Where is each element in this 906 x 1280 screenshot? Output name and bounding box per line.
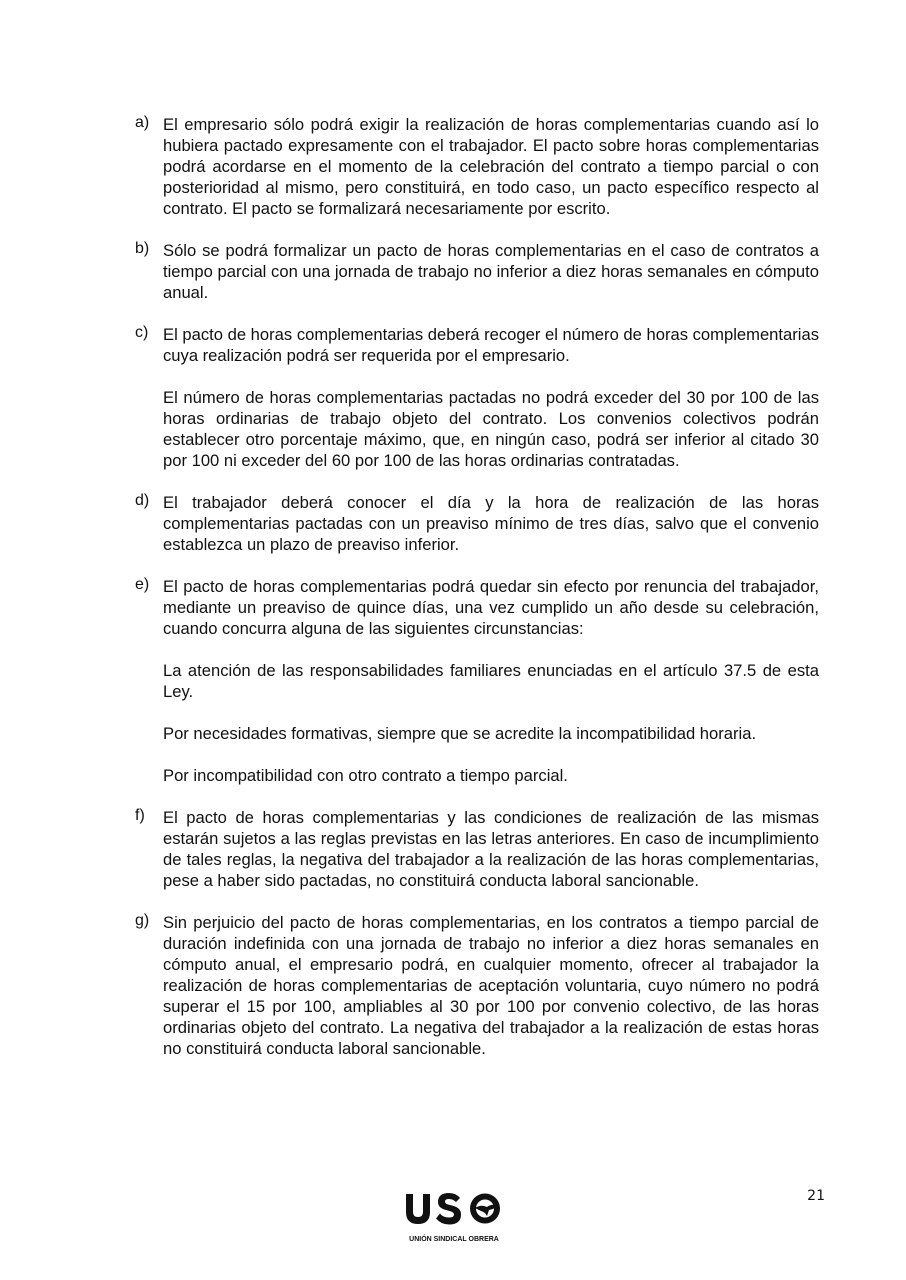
page-number: 21 (807, 1188, 825, 1204)
document-body (135, 114, 819, 1080)
list-item-paragraph: El trabajador deberá conocer el día y la hora de realización de las horas complementarias pactadas con un preaviso mínimo de tres días, salvo que el convenio establezca un plazo de preaviso inferior. (163, 493, 819, 554)
list-item-paragraph: Sólo se podrá formalizar un pacto de horas complementarias en el caso de contratos a tiempo parcial con una jornada de trabajo no inferior a diez horas semanales en cómputo anual. (163, 241, 819, 302)
list-item-paragraph: El pacto de horas complementarias deberá recoger el número de horas complementarias cuya realización podrá ser requerida por el empresario. (163, 325, 819, 365)
list-item-paragraph: El número de horas complementarias pactadas no podrá exceder del 30 por 100 de las horas ordinarias de trabajo objeto del contrato. Los convenios colectivos podrán establecer otro porcentaje máximo, que, en ningún caso, podrá ser inferior al citado 30 por 100 ni exceder del 60 por 100 de las horas ordinarias contratadas. (163, 388, 819, 470)
list-item-letter: f) (135, 807, 145, 824)
list-item-letter: a) (135, 114, 150, 131)
uso-logo (402, 1188, 506, 1244)
list-item-letter: g) (135, 912, 150, 929)
list-item-paragraph: Por necesidades formativas, siempre que se acredite la incompatibilidad horaria. (163, 724, 757, 743)
list-item-paragraph: El pacto de horas complementarias podrá quedar sin efecto por renuncia del trabajador, mediante un preaviso de quince días, una vez cumplido un año desde su celebración, cuando concurra alguna de las siguientes circunstancias: (163, 577, 819, 638)
list-item (135, 240, 819, 303)
list-item-paragraph: Sin perjuicio del pacto de horas complementarias, en los contratos a tiempo parcial de duración indefinida con una jornada de trabajo no inferior a diez horas semanales en cómputo anual, el empresario podrá, en cualquier momento, ofrecer al trabajador la realización de horas complementarias de aceptación voluntaria, cuyo número no podrá superar el 15 por 100, ampliables al 30 por 100 por convenio colectivo, de las horas ordinarias objeto del contrato. La negativa del trabajador a la realización de estas horas no constituirá conducta laboral sancionable. (163, 913, 819, 1058)
list-item (135, 324, 819, 471)
list-item (135, 114, 819, 219)
list-item (135, 492, 819, 555)
list-item (135, 576, 819, 786)
uso-logo-caption: UNIÓN SINDICAL OBRERA (409, 1236, 499, 1243)
list-item-letter: e) (135, 576, 150, 593)
list-item-paragraph: Por incompatibilidad con otro contrato a tiempo parcial. (163, 766, 568, 785)
list-item (135, 807, 819, 891)
list-item (135, 912, 819, 1059)
list-item-letter: c) (135, 324, 149, 341)
uso-logo-mark (402, 1188, 506, 1244)
list-item-paragraph: El empresario sólo podrá exigir la realización de horas complementarias cuando así lo hubiera pactado expresamente con el trabajador. El pacto sobre horas complementarias podrá acordarse en el momento de la celebración del contrato a tiempo parcial o con posterioridad al mismo, pero constituirá, en todo caso, un pacto específico respecto al contrato. El pacto se formalizará necesariamente por escrito. (163, 115, 819, 218)
list-item-letter: b) (135, 240, 150, 257)
list-item-paragraph: La atención de las responsabilidades familiares enunciadas en el artículo 37.5 de esta Ley. (163, 661, 819, 701)
list-item-letter: d) (135, 492, 150, 509)
list-item-paragraph: El pacto de horas complementarias y las condiciones de realización de las mismas estarán sujetos a las reglas previstas en las letras anteriores. En caso de incumplimiento de tales reglas, la negativa del trabajador a la realización de las horas complementarias, pese a haber sido pactadas, no constituirá conducta laboral sancionable. (163, 808, 819, 890)
